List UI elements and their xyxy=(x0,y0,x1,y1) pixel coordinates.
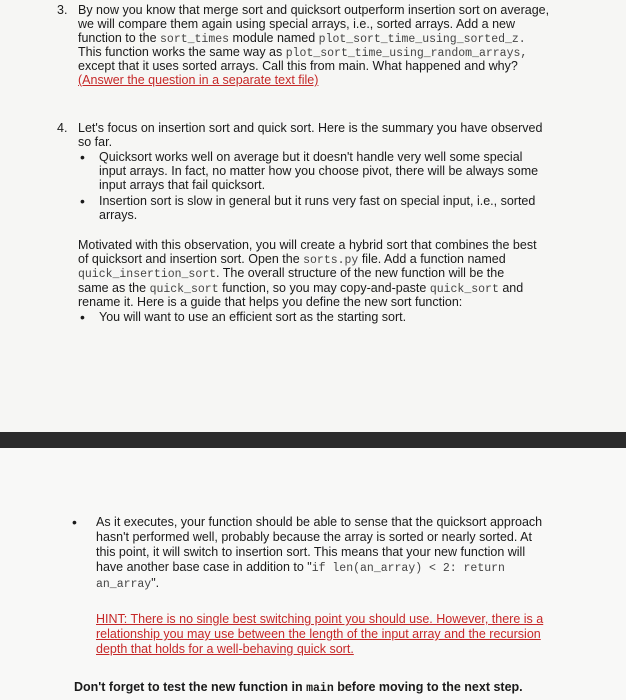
bullet-1: • xyxy=(80,149,85,165)
part2-bullet-line-3: this point, it will switch to insertion sort. This means that your new function will xyxy=(96,545,526,559)
part2-bullet-line-1: As it executes, your function should be able to sense that the quicksort approach xyxy=(96,515,543,529)
bullet-3: • xyxy=(80,309,85,325)
q4-motivation-line-3: quick_insertion_sort. The overall structure of the new function will be the xyxy=(78,266,505,281)
q4-motivation-line-1: Motivated with this observation, you will create a hybrid sort that combines the best xyxy=(78,238,537,252)
part2-bullet-line-2: hasn't performed well, probably because the array is sorted or nearly sorted. At xyxy=(96,530,532,544)
hint-line-1: HINT: There is no single best switching point you should use. However, there is a xyxy=(96,612,544,626)
q4-motivation-line-2: of quicksort and insertion sort. Open the sorts.py file. Add a function named xyxy=(78,252,506,267)
q3-line-1: By now you know that merge sort and quicksort outperform insertion sort on average, xyxy=(78,3,550,17)
part2-bullet-line-4: have another base case in addition to "if len(an_array) < 2: return xyxy=(96,560,505,575)
q4-bullet-1-line-2: input arrays. In fact, no matter how you choose pivot, there will be always some xyxy=(99,164,539,178)
q3-number: 3. xyxy=(57,3,68,17)
q4-bullet-2-line-2: arrays. xyxy=(99,208,138,222)
q3-line-2: we will compare them again using special arrays, i.e., sorted arrays. Add a new xyxy=(78,17,516,31)
q4-bullet-3: You will want to use an efficient sort as the starting sort. xyxy=(99,310,407,324)
hint-line-2: relationship you may use between the length of the input array and the recursion xyxy=(96,627,541,641)
q4-motivation-line-5: rename it. Here is a guide that helps you define the new sort function: xyxy=(78,295,463,309)
q4-bullet-2-line-1: Insertion sort is slow in general but it runs very fast on special input, i.e., sorted xyxy=(99,194,536,208)
q4-bullet-1-line-1: Quicksort works well on average but it doesn't handle very well some special xyxy=(99,150,523,164)
final-reminder: Don't forget to test the new function in main before moving to the next step. xyxy=(74,680,523,695)
q4-line-1: Let's focus on insertion sort and quick sort. Here is the summary you have observed xyxy=(78,121,543,135)
hint-line-3: depth that holds for a well-behaving quick sort. xyxy=(96,642,354,656)
q3-line-3: function to the sort_times module named plot_sort_time_using_sorted_z. xyxy=(78,31,526,46)
bullet-4: • xyxy=(72,514,77,530)
q4-line-2: so far. xyxy=(78,135,113,149)
q4-bullet-1-line-3: input arrays that fail quicksort. xyxy=(99,178,266,192)
q4-number: 4. xyxy=(57,121,68,135)
q3-answer-note: (Answer the question in a separate text file) xyxy=(78,73,319,87)
part2-bullet-line-5: an_array". xyxy=(96,576,160,591)
q3-line-5: except that it uses sorted arrays. Call this from main. What happened and why? xyxy=(78,59,518,73)
q4-motivation-line-4: same as the quick_sort function, so you may copy-and-paste quick_sort and xyxy=(78,281,524,296)
divider-band xyxy=(0,432,626,448)
q3-line-4: This function works the same way as plot_sort_time_using_random_arrays, xyxy=(78,45,528,60)
bullet-2: • xyxy=(80,193,85,209)
